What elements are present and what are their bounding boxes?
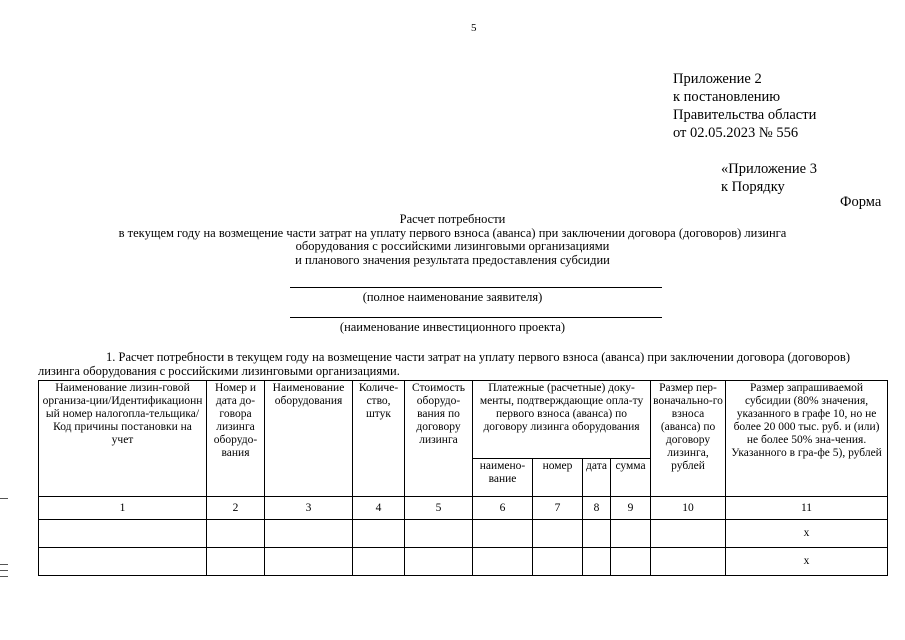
header-col-10: Размер пер-воначально-го взноса (аванса) по договору лизинга, рублей [651, 381, 726, 497]
project-caption: (наименование инвестиционного проекта) [339, 320, 566, 334]
form-label: Форма [840, 194, 882, 210]
header-col-1: Наименование лизин-говой организа-ции/Идентификационн ый номер налогопла-тельщика/Код причины постановки на учет [39, 381, 207, 497]
subheader-sum: сумма [611, 459, 651, 497]
project-line [290, 317, 662, 318]
appendix2-line-2: к Порядку [721, 179, 785, 195]
col-number: 5 [405, 497, 473, 520]
appendix-line-3: Правительства области [673, 107, 817, 123]
section-paragraph: 1. Расчет потребности в текущем году на возмещение части затрат на уплату первого взноса (аванса) при заключении договора (договоров) лизинга оборудования с российскими лизинговыми организациями. [38, 350, 850, 378]
appendix2-line-1: «Приложение 3 [721, 161, 817, 177]
header-col-2: Номер и дата до-говора лизинга оборудо-вания [207, 381, 265, 497]
header-col-11: Размер запрашиваемой субсидии (80% значения, указанного в графе 10, но не более 20 000 тыс. руб. и (или) не более 50% зна-чения. Указанного в гра-фе 5), рублей [726, 381, 888, 497]
appendix-line-4: от 02.05.2023 № 556 [673, 125, 799, 141]
col-number: 7 [533, 497, 583, 520]
row-mark: x [726, 548, 888, 576]
col-number: 4 [353, 497, 405, 520]
table-row [39, 520, 888, 548]
col-number: 2 [207, 497, 265, 520]
applicant-caption: (полное наименование заявителя) [362, 290, 543, 304]
col-number: 3 [265, 497, 353, 520]
header-col-4: Количе-ство, штук [353, 381, 405, 497]
header-payment-docs: Платежные (расчетные) доку-менты, подтверждающие опла-ту первого взноса (аванса) по договору лизинга оборудования [473, 381, 651, 459]
calculation-table [38, 380, 888, 576]
col-number: 1 [39, 497, 207, 520]
table-row [39, 548, 888, 576]
appendix-line-1: Приложение 2 [673, 71, 762, 87]
header-col-3: Наименование оборудования [265, 381, 353, 497]
title-line-1: Расчет потребности [399, 212, 506, 226]
appendix-block [673, 70, 816, 142]
applicant-line [290, 287, 662, 288]
row-mark: x [726, 520, 888, 548]
header-col-5: Стоимость оборудо-вания по договору лизинга [405, 381, 473, 497]
col-number: 6 [473, 497, 533, 520]
subheader-date: дата [583, 459, 611, 497]
col-number: 10 [651, 497, 726, 520]
subheader-name: наимено-вание [473, 459, 533, 497]
col-number: 11 [726, 497, 888, 520]
title-line-2: в текущем году на возмещение части затрат на уплату первого взноса (аванса) при заключении договора (договоров) лизинга [118, 225, 787, 240]
col-number: 9 [611, 497, 651, 520]
title-line-3: оборудования с российскими лизинговыми организациями [295, 239, 610, 253]
appendix-line-2: к постановлению [673, 89, 781, 105]
document-title [0, 213, 905, 267]
title-line-4: и планового значения результата предоставления субсидии [295, 252, 610, 267]
col-number: 8 [583, 497, 611, 520]
appendix-block-2 [721, 160, 817, 196]
subheader-number: номер [533, 459, 583, 497]
page-number: 5 [471, 22, 477, 34]
